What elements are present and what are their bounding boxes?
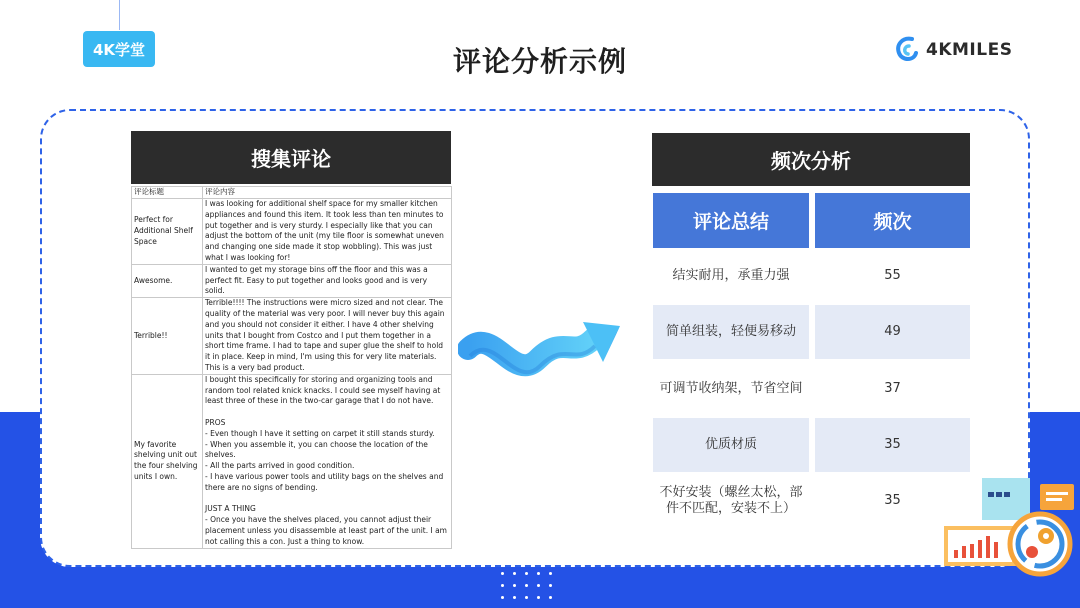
column-header-content: 评论内容	[203, 187, 452, 199]
review-title: Awesome.	[132, 264, 203, 297]
frequency-cell: 55	[884, 268, 901, 283]
review-content: Terrible!!!! The instructions were micro sized and not clear. The quality of the material was very poor. I will never buy this again and you should not consider it either. I have 4 other shelving units that I bought from Costco and I put them together in a short time frame. I had to tape and super glue the shelf to hold it in place. Keep in mind, I'm using this for very lite materials. This is a very bad product.	[203, 298, 452, 375]
summary-cell: 可调节收纳架，节省空间	[659, 381, 803, 396]
frequency-cell: 37	[884, 381, 901, 396]
review-title: Terrible!!	[132, 298, 203, 375]
reviews-table	[131, 186, 452, 549]
decor-line	[119, 0, 120, 30]
page-title: 评论分析示例	[452, 45, 627, 78]
column-header-summary: 评论总结	[653, 193, 809, 248]
table-row	[132, 199, 452, 265]
summary-cell: 不好安装（螺丝太松，部件不匹配，安装不上）	[659, 485, 803, 516]
frequency-analysis-header: 频次分析	[652, 133, 970, 186]
summary-cell: 结实耐用，承重力强	[672, 268, 790, 283]
table-header-row	[132, 187, 452, 199]
frequency-cell: 35	[815, 418, 970, 472]
table-row	[132, 298, 452, 375]
table-row	[132, 374, 452, 548]
academy-badge: 4K学堂	[83, 31, 155, 67]
review-content: I bought this specifically for storing and organizing tools and random tool related knick knacks. I could see myself having at least three of these in the two-car garage that I do not have. PROS - Even though I have it setting on carpet it still stands sturdy. - When you assemble it, you can choose the location of the shelves. - All the parts arrived in good condition. - I have various power tools and utility bags on the shelves and there are no signs of bending. JUST A THING - Once you have the shelves placed, you cannot adjust their placement unless you disassemble at least part of the unit. I am not calling this a con. Just a thing to know.	[203, 374, 452, 548]
brand-name: 4KMILES	[926, 40, 1013, 60]
frequency-cell: 35	[884, 493, 901, 508]
review-content: I was looking for additional shelf space for my smaller kitchen appliances and found this item. It took less than ten minutes to put together and is very sturdy. I especially like that you can adjust the bottom of the unit (my tile floor is somewhat uneven and changing one side made it stop wobbling). This was just what I was looking for!	[203, 199, 452, 265]
summary-cell: 优质材质	[653, 418, 809, 472]
summary-cell: 简单组装，轻便易移动	[653, 305, 809, 359]
brand-logo	[894, 35, 1012, 65]
frequency-cell: 49	[815, 305, 970, 359]
logo-icon	[894, 35, 920, 65]
review-content: I wanted to get my storage bins off the floor and this was a perfect fit. Easy to put together and looks good and is very solid.	[203, 264, 452, 297]
analytics-illustration-icon	[942, 474, 1078, 594]
review-title: Perfect for Additional Shelf Space	[132, 199, 203, 265]
column-header-frequency: 频次	[815, 193, 970, 248]
review-title: My favorite shelving unit out the four shelving units I own.	[132, 374, 203, 548]
collect-reviews-header: 搜集评论	[131, 131, 451, 184]
flow-arrow-icon	[458, 304, 628, 404]
table-row	[132, 264, 452, 297]
column-header-title: 评论标题	[132, 187, 203, 199]
